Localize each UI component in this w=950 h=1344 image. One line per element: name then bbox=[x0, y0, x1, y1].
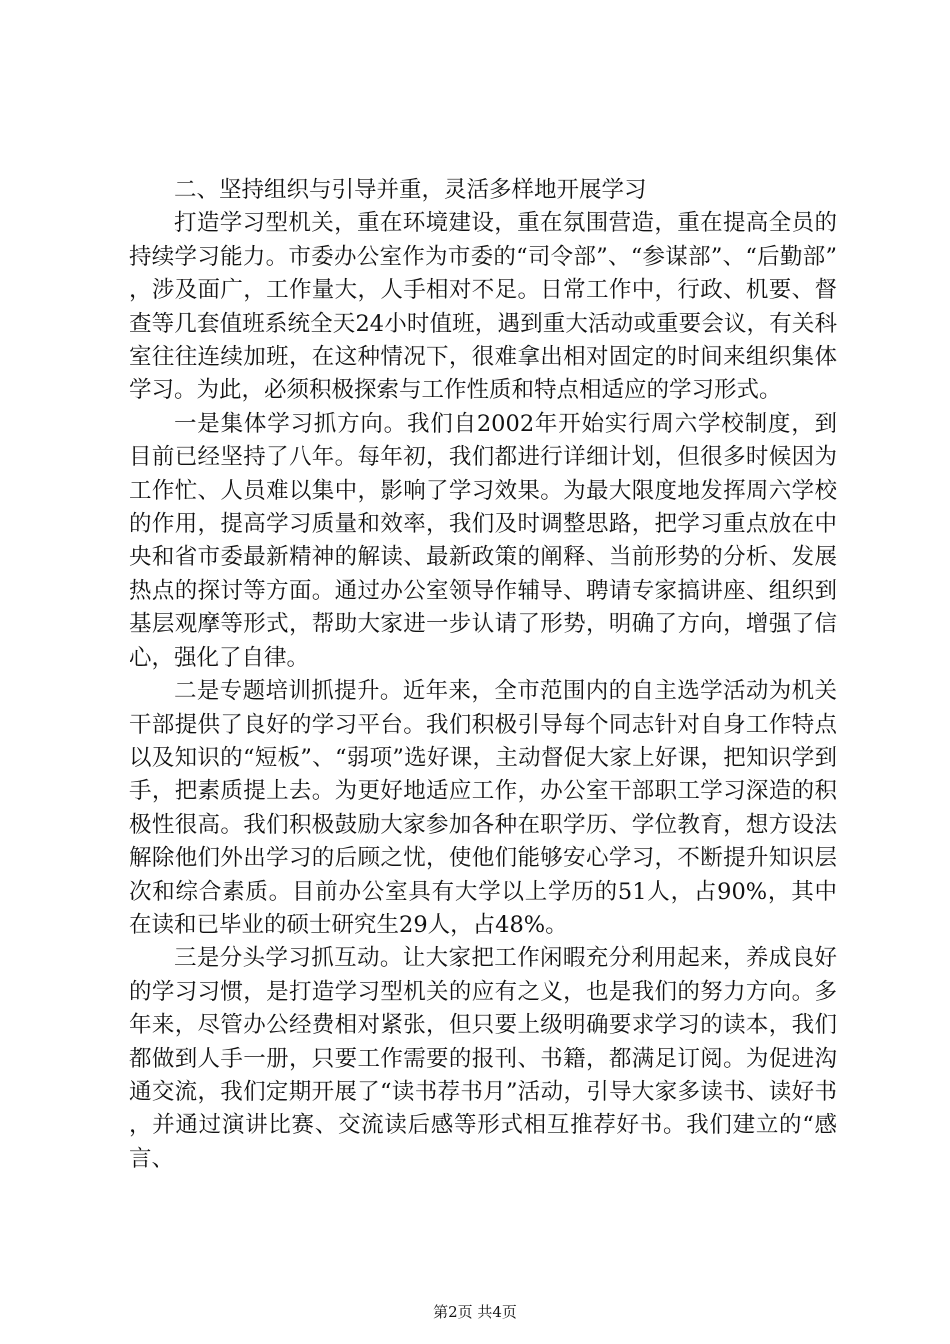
section-heading: 二、坚持组织与引导并重，灵活多样地开展学习 bbox=[174, 177, 647, 203]
paragraph-special-training: 二是专题培训抓提升。近年来，全市范围内的自主选学活动为机关干部提供了良好的学习平台。我们积极引导每个同志针对自身工作特点以及知识的“短板”、“弱项”选好课，主动督促大家上好课，把知识学到手，把素质提上去。为更好地适应工作，办公室干部职工学习深造的积极性很高。我们积极鼓励大家参加各种在职学历、学位教育，想方设法解除他们外出学习的后顾之忧，使他们能够安心学习，不断提升知识层次和综合素质。目前办公室具有大学以上学历的51人，占90%，其中在读和已毕业的硕士研究生29人，占48%。 bbox=[129, 678, 837, 938]
paragraph-collective-study: 一是集体学习抓方向。我们自2002年开始实行周六学校制度，到目前已经坚持了八年。每年初，我们都进行详细计划，但很多时候因为工作忙、人员难以集中，影响了学习效果。为最大限度地发挥周六学校的作用，提高学习质量和效率，我们及时调整思路，把学习重点放在中央和省市委最新精神的解读、最新政策的阐释、当前形势的分析、发展热点的探讨等方面。通过办公室领导作辅导、聘请专家搞讲座、组织到基层观摩等形式，帮助大家进一步认请了形势，明确了方向，增强了信心，强化了自律。 bbox=[129, 410, 837, 671]
paragraph-learning-environment: 打造学习型机关，重在环境建设，重在氛围营造，重在提高全员的持续学习能力。市委办公室作为市委的“司令部”、“参谋部”、“后勤部”，涉及面广，工作量大，人手相对不足。日常工作中，行政、机要、督查等几套值班系统全天24小时值班，遇到重大活动或重要会议，有关科室往往连续加班，在这种情况下，很难拿出相对固定的时间来组织集体学习。为此，必须积极探索与工作性质和特点相适应的学习形式。 bbox=[129, 210, 837, 404]
document-body bbox=[129, 174, 837, 1176]
page-number: 第2页 共4页 bbox=[433, 1303, 517, 1321]
paragraph-individual-study: 三是分头学习抓互动。让大家把工作闲暇充分利用起来，养成良好的学习习惯，是打造学习型机关的应有之义，也是我们的努力方向。多年来，尽管办公经费相对紧张，但只要上级明确要求学习的读本，我们都做到人手一册，只要工作需要的报刊、书籍，都满足订阅。为促进沟通交流，我们定期开展了“读书荐书月”活动，引导大家多读书、读好书，并通过演讲比赛、交流读后感等形式相互推荐好书。我们建立的“感言、 bbox=[129, 945, 837, 1172]
